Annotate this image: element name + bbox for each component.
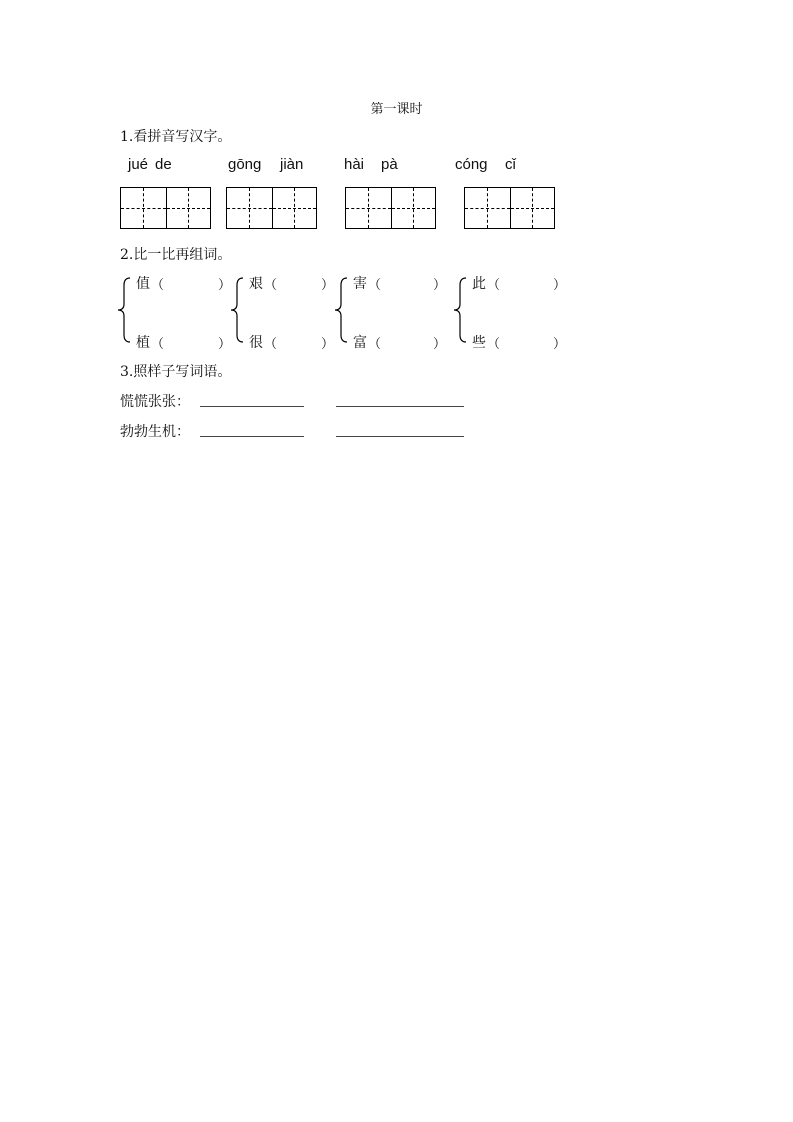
answer-line[interactable] <box>336 405 464 407</box>
paren-close: ） <box>218 337 232 352</box>
writing-cell[interactable] <box>391 188 436 228</box>
paren-close: ） <box>321 337 335 352</box>
page-title: 第一课时 <box>370 102 423 117</box>
example-word-1: 慌慌张张： <box>120 394 190 410</box>
paren-open: （ <box>368 337 382 352</box>
writing-cell[interactable] <box>272 188 317 228</box>
question-2-heading: 2.比一比再组词。 <box>120 247 232 263</box>
paren-close: ） <box>433 337 447 352</box>
paren-close: ） <box>553 337 567 352</box>
compare-char-bottom: 富 <box>353 335 367 351</box>
answer-line[interactable] <box>336 435 464 437</box>
paren-open: （ <box>151 337 165 352</box>
writing-cell[interactable] <box>465 188 510 228</box>
pinyin-1a: jué <box>128 156 149 173</box>
pinyin-3a: hài <box>344 156 365 173</box>
pinyin-3b: pà <box>381 156 398 173</box>
paren-close: ） <box>433 278 447 293</box>
pinyin-1b: de <box>155 156 172 173</box>
left-brace-icon <box>453 277 467 343</box>
paren-close: ） <box>321 278 335 293</box>
compare-char-top: 此 <box>472 276 486 292</box>
writing-cell[interactable] <box>346 188 391 228</box>
answer-line[interactable] <box>200 405 304 407</box>
question-1-heading: 1.看拼音写汉字。 <box>120 129 232 145</box>
compare-char-top: 值 <box>136 276 150 292</box>
writing-grid-1[interactable] <box>120 187 211 229</box>
left-brace-icon <box>334 277 348 343</box>
paren-open: （ <box>264 278 278 293</box>
compare-char-top: 艰 <box>249 276 263 292</box>
left-brace-icon <box>117 277 131 343</box>
paren-open: （ <box>368 278 382 293</box>
example-word-2: 勃勃生机： <box>120 424 190 440</box>
paren-open: （ <box>264 337 278 352</box>
paren-open: （ <box>151 278 165 293</box>
pinyin-2b: jiàn <box>280 156 304 173</box>
writing-cell[interactable] <box>510 188 555 228</box>
paren-close: ） <box>553 278 567 293</box>
paren-open: （ <box>487 278 501 293</box>
paren-open: （ <box>487 337 501 352</box>
writing-cell[interactable] <box>166 188 211 228</box>
compare-char-bottom: 植 <box>136 335 150 351</box>
compare-char-top: 害 <box>353 276 367 292</box>
paren-close: ） <box>218 278 232 293</box>
writing-cell[interactable] <box>227 188 272 228</box>
left-brace-icon <box>230 277 244 343</box>
question-3-heading: 3.照样子写词语。 <box>120 364 232 380</box>
answer-line[interactable] <box>200 435 304 437</box>
pinyin-4a: cóng <box>455 156 488 173</box>
compare-char-bottom: 些 <box>472 335 486 351</box>
writing-grid-2[interactable] <box>226 187 317 229</box>
pinyin-4b: cǐ <box>505 156 516 173</box>
writing-cell[interactable] <box>121 188 166 228</box>
writing-grid-4[interactable] <box>464 187 555 229</box>
pinyin-2a: gōng <box>228 156 262 173</box>
compare-char-bottom: 很 <box>249 335 263 351</box>
writing-grid-3[interactable] <box>345 187 436 229</box>
